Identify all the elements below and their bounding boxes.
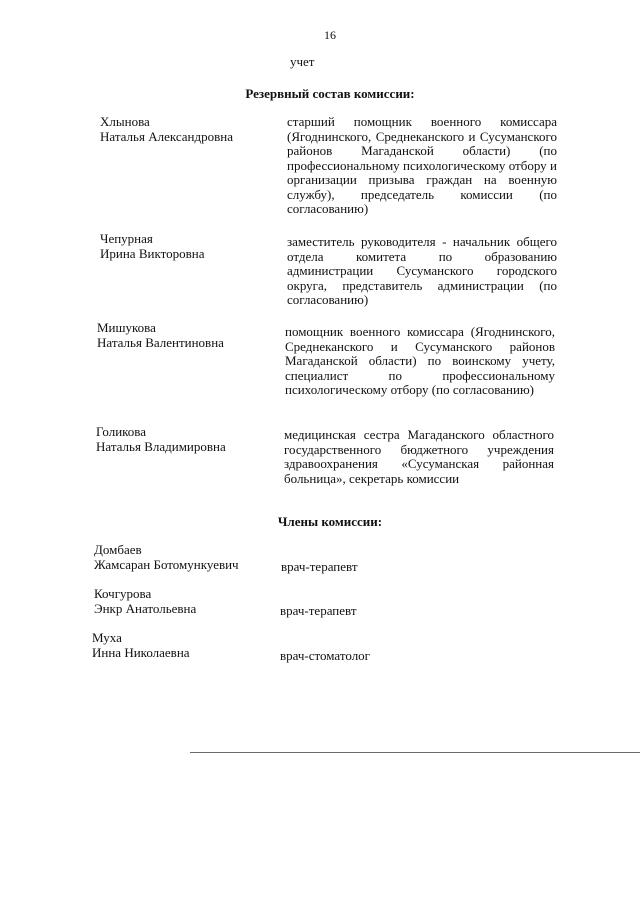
reserve-member-role: старший помощник военного комиссара (Ягоднинского, Среднеканского и Сусуманского районов Магаданской области) (по профессиональному психологическому отбору и организации призыва граждан на военную службу), председатель комиссии (по согласованию)	[287, 114, 557, 216]
reserve-member-name	[100, 232, 270, 261]
member-given-names: Наталья Валентиновна	[97, 334, 224, 350]
reserve-member-role: помощник военного комиссара (Ягоднинского, Среднеканского и Сусуманского районов Магаданской области) по воинскому учету, специалист по профессиональному психологическому отбору (по согласованию)	[285, 324, 555, 397]
commission-member-name	[94, 587, 264, 616]
reserve-heading: Резервный состав комиссии:	[245, 86, 415, 101]
commission-member-role: врач-стоматолог	[280, 648, 371, 663]
member-surname: Мишукова	[97, 320, 156, 335]
member-given-names: Энкр Анатольевна	[94, 600, 197, 616]
commission-member-role: врач-терапевт	[280, 603, 357, 618]
reserve-member-role: медицинская сестра Магаданского областного государственного бюджетного учреждения здравоохранения «Сусуманская районная больница», секретарь комиссии	[284, 427, 554, 486]
commission-member-name	[94, 543, 264, 572]
member-surname: Чепурная	[100, 231, 153, 246]
continuation-text: учет	[290, 54, 315, 69]
reserve-member-name	[97, 321, 267, 350]
member-given-names: Наталья Владимировна	[96, 438, 226, 454]
members-heading: Члены комиссии:	[277, 514, 383, 529]
member-surname: Муха	[92, 630, 122, 645]
page-number: 16	[324, 28, 336, 42]
bottom-rule	[190, 752, 640, 753]
member-given-names: Ирина Викторовна	[100, 245, 205, 261]
reserve-member-name	[96, 425, 266, 454]
member-surname: Кочгурова	[94, 586, 152, 601]
member-given-names: Наталья Александровна	[100, 128, 233, 144]
commission-member-name	[92, 631, 262, 660]
member-given-names: Жамсаран Ботомункуевич	[94, 556, 239, 572]
member-surname: Домбаев	[94, 542, 142, 557]
reserve-member-name	[100, 115, 270, 144]
commission-member-role: врач-терапевт	[281, 559, 358, 574]
member-surname: Голикова	[96, 424, 147, 439]
reserve-member-role: заместитель руководителя - начальник общего отдела комитета по образованию администрации Сусуманского городского округа, представитель администрации (по согласованию)	[287, 234, 557, 307]
member-surname: Хлынова	[100, 114, 150, 129]
member-given-names: Инна Николаевна	[92, 644, 190, 660]
